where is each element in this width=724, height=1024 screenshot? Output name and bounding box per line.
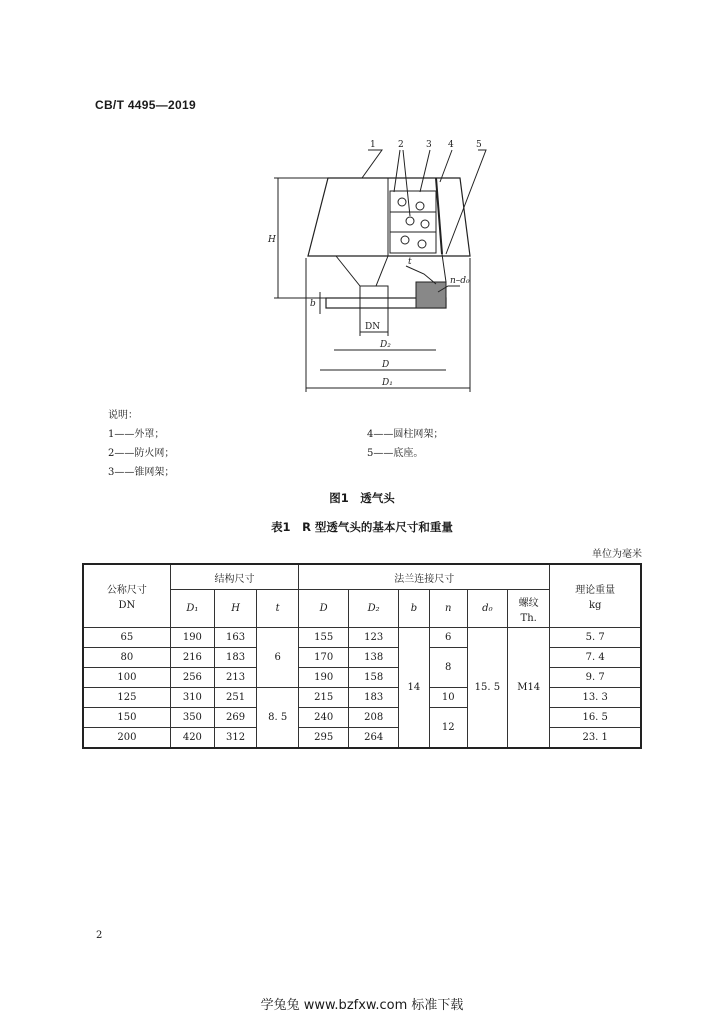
cell-d1: 256: [170, 668, 214, 688]
label-b: b: [310, 299, 316, 309]
cell-d1: 350: [170, 708, 214, 728]
leader-2a: [394, 150, 400, 192]
cell-weight: 16. 5: [550, 708, 641, 728]
pipe: [360, 286, 388, 308]
callout-4: 4: [448, 140, 454, 150]
callout-1: 1: [370, 140, 376, 150]
header-d2: D₂: [349, 590, 399, 628]
cell-weight: 13. 3: [550, 688, 641, 708]
base-frame: [442, 254, 446, 282]
site-footer: 学兔兔 www.bzfxw.com 标准下载: [260, 998, 464, 1013]
cell-h: 213: [214, 668, 256, 688]
leader-4: [440, 150, 452, 182]
cell-n: 8: [429, 648, 467, 688]
cell-d: 295: [299, 728, 349, 749]
label-d: D: [382, 360, 390, 370]
cell-d1: 310: [170, 688, 214, 708]
cone-frame: [436, 178, 442, 254]
cell-d2: 138: [349, 648, 399, 668]
cell-weight: 23. 1: [550, 728, 641, 749]
table-row: [83, 708, 641, 728]
mesh-frame: [390, 191, 436, 253]
header-t: t: [257, 590, 299, 628]
cell-dn: 150: [83, 708, 170, 728]
header-h: H: [214, 590, 256, 628]
dimensions-table: [82, 563, 642, 749]
label-t: t: [408, 257, 412, 267]
cell-d2: 183: [349, 688, 399, 708]
cell-dn: 200: [83, 728, 170, 749]
cell-h: 163: [214, 628, 256, 648]
leader-2b: [403, 150, 410, 216]
cell-n: 6: [429, 628, 467, 648]
legend-item: 5——底座。: [367, 448, 424, 459]
table-caption: 表1 R 型透气头的基本尺寸和重量: [271, 520, 453, 534]
cell-h: 183: [214, 648, 256, 668]
legend-item: 2——防火网；: [108, 448, 175, 459]
leader-1: [362, 150, 382, 178]
hood-outline: [308, 178, 470, 256]
cell-d0: 15. 5: [467, 628, 507, 749]
table-row: [83, 648, 641, 668]
table-row: [83, 628, 641, 648]
cell-h: 269: [214, 708, 256, 728]
cell-d2: 208: [349, 708, 399, 728]
callout-3: 3: [426, 140, 432, 150]
legend-item: 4——圆柱网架；: [367, 429, 444, 440]
legend-right: [367, 425, 443, 463]
leader-5: [446, 150, 486, 254]
cell-d: 190: [299, 668, 349, 688]
cell-dn: 100: [83, 668, 170, 688]
cell-d: 240: [299, 708, 349, 728]
cell-d1: 190: [170, 628, 214, 648]
cell-d: 170: [299, 648, 349, 668]
cell-d1: 216: [170, 648, 214, 668]
t-leader: [406, 266, 436, 284]
mesh-hole: [401, 236, 409, 244]
vent-head-drawing: [270, 136, 500, 398]
leader-3: [420, 150, 430, 192]
cell-dn: 80: [83, 648, 170, 668]
cell-weight: 7. 4: [550, 648, 641, 668]
page-number: 2: [96, 930, 103, 941]
cell-t: 8. 5: [257, 688, 299, 749]
cell-b: 14: [399, 628, 429, 749]
callout-5: 5: [476, 140, 482, 150]
legend-item: 1——外罩；: [108, 429, 165, 440]
cell-d2: 123: [349, 628, 399, 648]
header-n: n: [429, 590, 467, 628]
cell-d: 215: [299, 688, 349, 708]
legend-item: 3——锥网架；: [108, 467, 175, 478]
label-h: H: [268, 235, 276, 245]
table-row: [83, 728, 641, 749]
legend-title: 说明：: [108, 410, 138, 421]
neck-cone: [336, 256, 388, 286]
callout-2: 2: [398, 140, 404, 150]
mesh-hole: [418, 240, 426, 248]
cell-thread: M14: [508, 628, 550, 749]
cell-dn: 65: [83, 628, 170, 648]
table-row: [83, 688, 641, 708]
standard-code: CB/T 4495—2019: [95, 98, 196, 112]
cell-t: 6: [257, 628, 299, 688]
cell-d1: 420: [170, 728, 214, 749]
header-d0: d₀: [467, 590, 507, 628]
legend-left: [108, 425, 174, 482]
cell-d2: 264: [349, 728, 399, 749]
header-b: b: [399, 590, 429, 628]
label-dn: DN: [365, 322, 381, 332]
cell-h: 312: [214, 728, 256, 749]
cell-d: 155: [299, 628, 349, 648]
cell-d2: 158: [349, 668, 399, 688]
cell-n: 10: [429, 688, 467, 708]
label-n-d0: n–d₀: [450, 276, 470, 286]
mesh-hole: [398, 198, 406, 206]
header-d: D: [299, 590, 349, 628]
header-flange-size: 法兰连接尺寸: [299, 564, 550, 590]
mesh-hole: [416, 202, 424, 210]
header-theoretical-weight: 理论重量 kg: [550, 564, 641, 628]
cell-weight: 5. 7: [550, 628, 641, 648]
mesh-hole: [421, 220, 429, 228]
flange-hatch: [416, 282, 446, 308]
header-thread: 螺纹 Th.: [508, 590, 550, 628]
table-row: [83, 668, 641, 688]
header-nominal-size: 公称尺寸 DN: [83, 564, 170, 628]
label-d1: D₁: [382, 378, 393, 388]
unit-note: 单位为毫米: [592, 549, 642, 560]
cell-weight: 9. 7: [550, 668, 641, 688]
cell-dn: 125: [83, 688, 170, 708]
label-d2: D₂: [380, 340, 391, 350]
figure-caption: 图1 透气头: [329, 491, 395, 505]
header-d1: D₁: [170, 590, 214, 628]
cell-n: 12: [429, 708, 467, 749]
mesh-hole: [406, 217, 414, 225]
cell-h: 251: [214, 688, 256, 708]
header-structure-size: 结构尺寸: [170, 564, 298, 590]
